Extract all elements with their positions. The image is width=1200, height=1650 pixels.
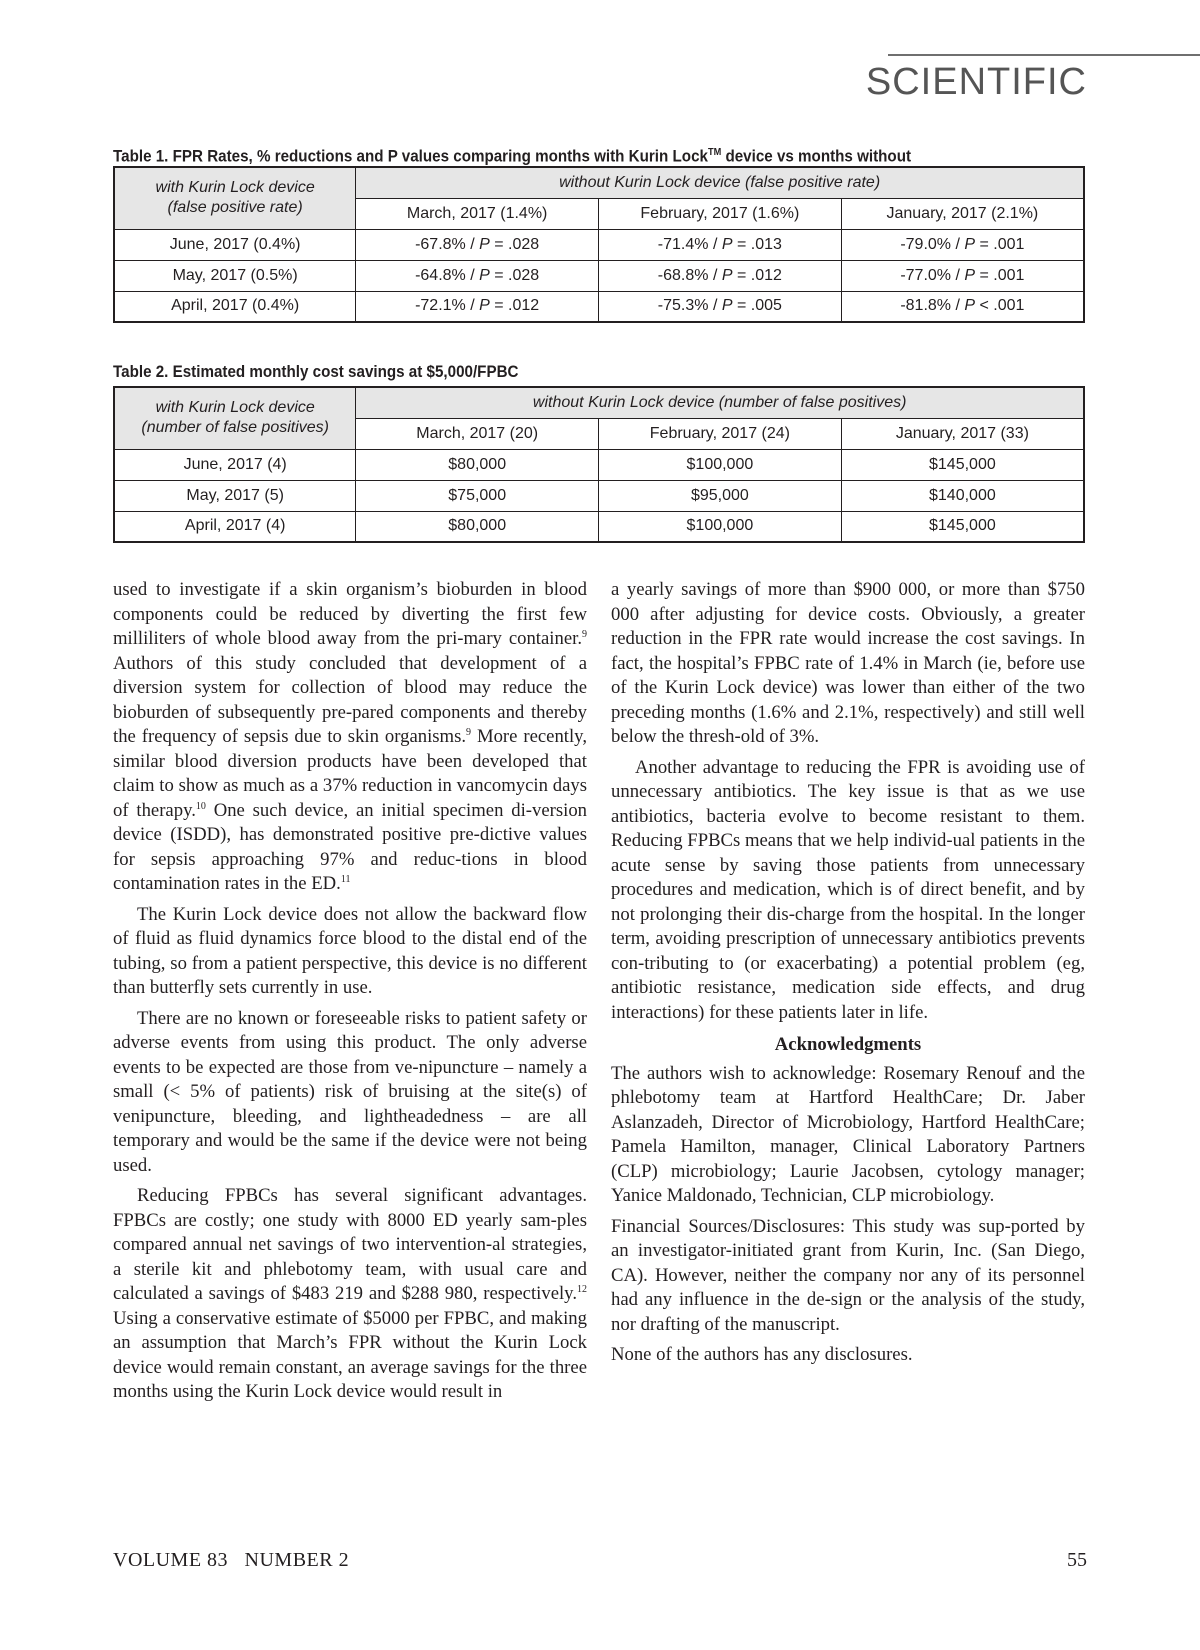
paragraph: The Kurin Lock device does not allow the backward flow of fluid as fluid dynamics force blood to the distal end of the tubing, so from a patient perspective, this device is no different than butterfly sets currently in use. (113, 903, 587, 998)
table2-cell: $100,000 (599, 511, 842, 542)
table2-cell: $80,000 (356, 511, 599, 542)
table2-corner-header (114, 387, 356, 449)
footer-volume: VOLUME 83 NUMBER 2 (113, 1549, 350, 1571)
table1-cell: -68.8% / P = .012 (598, 260, 841, 291)
citation-ref: 12 (577, 1283, 587, 1295)
table2 (113, 386, 1085, 543)
table-row (114, 511, 1084, 542)
paragraph: a yearly savings of more than $900 000, or more than $750 000 after adjusting for device costs. Obviously, a greater reduction in the FPR rate would increase the cost savings. In fact, the hospital’s FPBC rate of 1.4% in March (ie, before use of the Kurin Lock device) was lower than either of the two preceding months (1.6% and 2.1%, respectively) and still well below the thresh-old of 3%. (611, 579, 1085, 747)
table1-cell: -64.8% / P = .028 (356, 260, 599, 291)
table2-cell: $95,000 (599, 480, 842, 511)
citation-ref: 10 (195, 800, 206, 812)
acknowledgments-text: The authors wish to acknowledge: Rosemary Renouf and the phlebotomy team at Hartford HealthCare; Dr. Jaber Aslanzadeh, Director of Microbiology, Hartford HealthCare; Pamela Hamilton, manager, Clinical Laboratory Partners (CLP) microbiology; Laurie Jacobsen, cytology manager; Yanice Maldonado, Technician, CLP microbiology. (611, 1062, 1085, 1206)
body-column-right (611, 578, 1085, 1374)
page-number: 55 (1067, 1549, 1087, 1571)
table1-column-header: March, 2017 (1.4%) (356, 198, 599, 229)
table-row (114, 229, 1084, 260)
paragraph: Another advantage to reducing the FPR is avoiding use of unnecessary antibiotics. The key issue is that as we use antibiotics, bacteria evolve to become resistant to them. Reducing FPBCs means that we help individ-ual patients in the acute sense by saving those patients from unnecessary procedures and medication, which is of direct benefit, and by not prolonging their dis-charge from the hospital. In the longer term, avoiding prescription of unnecessary antibiotics prevents con-tributing to (or exacerbating) a potential problem (eg, antibiotic resistance, medication side effects, and drug interactions) for these patients later in life. (611, 756, 1085, 1023)
citation-ref: 9 (582, 628, 587, 640)
table1-cell: -75.3% / P = .005 (598, 291, 841, 322)
paragraph: Reducing FPBCs has several significant advantages. FPBCs are costly; one study with 8000 ED yearly sam-ples compared annual net savings of two intervention-al strategies, a sterile kit and phlebotomy team, with usual care and calculated a savings of $483 219 and $288 980, respectively.$^{12}$ Using a conservative estimate of $5000 per FPBC, and making an assumption that March’s FPR without the Kurin Lock device would remain constant, an average savings for the three months using the Kurin Lock device would result in (113, 1185, 587, 1402)
table1 (113, 166, 1085, 323)
table1-row-label: April, 2017 (0.4%) (114, 291, 356, 322)
table1-row-label: June, 2017 (0.4%) (114, 229, 356, 260)
table2-corner-line1: with Kurin Lock device (155, 399, 315, 417)
table2-cell: $80,000 (356, 449, 599, 480)
table2-cell: $145,000 (841, 511, 1084, 542)
table1-caption (113, 143, 911, 167)
trademark-mark: TM (707, 147, 722, 158)
section-label: SCIENTIFIC (865, 61, 1087, 103)
table2-corner-line2: (number of false positives) (141, 419, 329, 437)
table2-column-header: February, 2017 (24) (599, 418, 842, 449)
disclosures-statement: None of the authors has any disclosures. (611, 1344, 913, 1365)
table1-corner-line1: with Kurin Lock device (155, 179, 315, 197)
table-row (114, 480, 1084, 511)
table-row (114, 449, 1084, 480)
paragraph: used to investigate if a skin organism’s bioburden in blood components could be reduced by diverting the first few milliliters of whole blood away from the pri-mary container.$^9$ Authors of this study concluded that development of a diversion system for collection of blood may reduce the bioburden of subsequently pre-pared components and thereby the frequency of sepsis due to skin organisms.$^9$ More recently, similar blood diversion products have been developed that claim to show as much as a 37% reduction in vancomycin days of therapy.$^{10}$ One such device, an initial specimen di-version device (ISDD), has demonstrated positive pre-dictive values for sepsis approaching 97% and reduc-tions in blood contamination rates in the ED.$^{11}$ (113, 579, 588, 894)
table2-row-label: April, 2017 (4) (114, 511, 356, 542)
table1-cell: -77.0% / P = .001 (841, 260, 1084, 291)
table1-cell: -81.8% / P < .001 (841, 291, 1084, 322)
table1-group-header: without Kurin Lock device (false positive rate) (356, 167, 1084, 198)
table2-group-header: without Kurin Lock device (number of false positives) (356, 387, 1084, 418)
table1-caption-suffix: device vs months without (721, 147, 912, 166)
header-rule (888, 54, 1200, 56)
table1-corner-line2: (false positive rate) (167, 199, 303, 217)
table2-column-header: March, 2017 (20) (356, 418, 599, 449)
table1-corner-header (114, 167, 356, 229)
table1-row-label: May, 2017 (0.5%) (114, 260, 356, 291)
body-column-left (113, 578, 587, 1411)
table1-cell: -71.4% / P = .013 (598, 229, 841, 260)
table2-row-label: May, 2017 (5) (114, 480, 356, 511)
table-row (114, 291, 1084, 322)
table-row (114, 260, 1084, 291)
table1-column-header: January, 2017 (2.1%) (841, 198, 1084, 229)
paragraph: There are no known or foreseeable risks to patient safety or adverse events from using this product. The only adverse events to be expected are those from ve-nipuncture – namely a small (< 5% of patients) risk of bruising at the site(s) of venipuncture, bleeding, and lightheadedness – are all temporary and would be the same if the device were not being used. (113, 1007, 587, 1176)
table1-column-header: February, 2017 (1.6%) (598, 198, 841, 229)
financial-disclosure: Financial Sources/Disclosures: This study was sup-ported by an investigator-initiated grant from Kurin, Inc. (San Diego, CA). However, neither the company nor any of its personnel had any influence in the de-sign or the analysis of the study, nor drafting of the manuscript. (611, 1215, 1085, 1335)
acknowledgments-heading: Acknowledgments (774, 1034, 922, 1055)
table1-cell: -67.8% / P = .028 (356, 229, 599, 260)
citation-ref: 11 (340, 873, 351, 885)
table2-column-header: January, 2017 (33) (841, 418, 1084, 449)
table2-cell: $75,000 (356, 480, 599, 511)
table2-cell: $145,000 (841, 449, 1084, 480)
table2-cell: $140,000 (841, 480, 1084, 511)
table2-caption: Table 2. Estimated monthly cost savings at $5,000/FPBC (113, 363, 519, 381)
table2-cell: $100,000 (599, 449, 842, 480)
table1-cell: -72.1% / P = .012 (356, 291, 599, 322)
table1-caption-prefix: Table 1. FPR Rates, % reductions and P values comparing months with Kurin Lock (113, 147, 708, 166)
table1-cell: -79.0% / P = .001 (841, 229, 1084, 260)
citation-ref: 9 (466, 726, 472, 738)
table2-row-label: June, 2017 (4) (114, 449, 356, 480)
